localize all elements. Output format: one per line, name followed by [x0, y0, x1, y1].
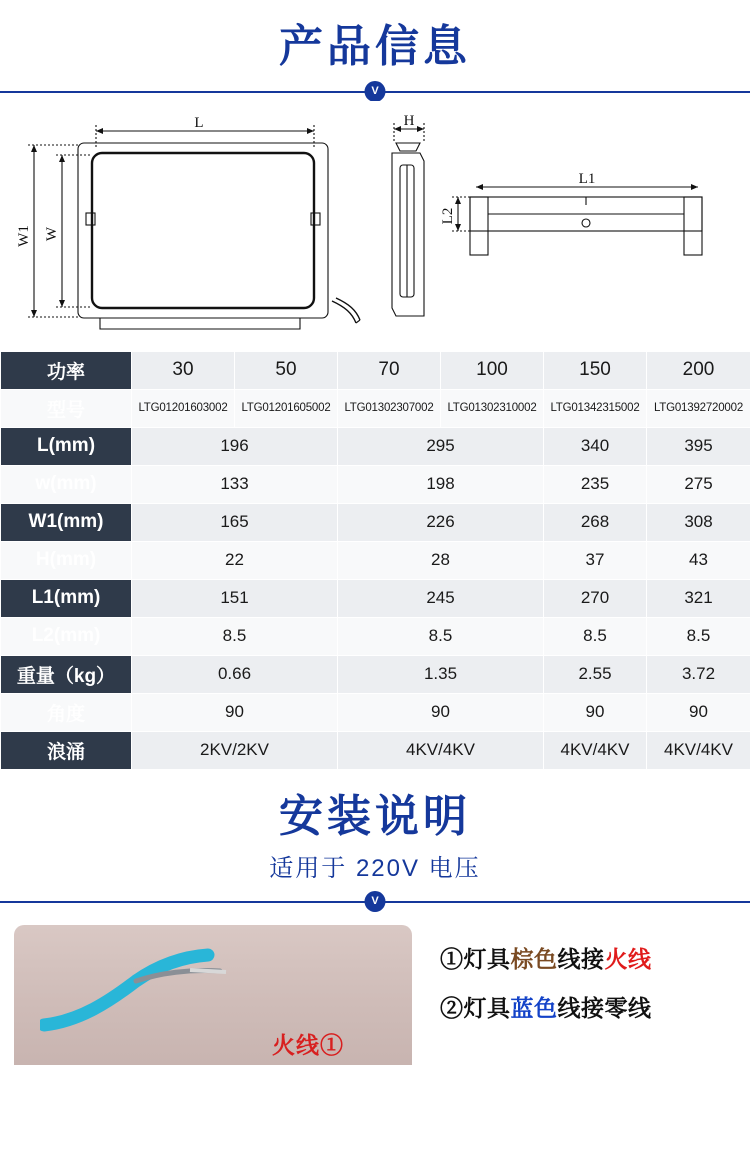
table-cell: 275	[647, 465, 750, 503]
table-cell: 150	[544, 351, 647, 389]
table-cell: 43	[647, 541, 750, 579]
table-cell: LTG01392720002	[647, 389, 750, 427]
table-cell: 90	[338, 693, 544, 731]
table-cell: 8.5	[647, 617, 750, 655]
table-cell: 235	[544, 465, 647, 503]
table-cell: 100	[441, 351, 544, 389]
page-title: 产品信息	[279, 22, 471, 71]
table-row-header: 型号	[1, 389, 132, 427]
note-segment: 火线	[604, 946, 652, 973]
table-row	[1, 427, 750, 465]
table-cell: 198	[338, 465, 544, 503]
table-row	[1, 541, 750, 579]
table-cell: LTG01302310002	[441, 389, 544, 427]
table-row-header: 重量（kg）	[1, 655, 132, 693]
table-row-header: L2(mm)	[1, 617, 132, 655]
table-cell: 133	[132, 465, 338, 503]
spec-table-wrap	[0, 351, 750, 770]
table-row-header: L(mm)	[1, 427, 132, 465]
wiring-note-1	[440, 941, 740, 974]
divider-product-info	[0, 81, 750, 101]
table-cell: 151	[132, 579, 338, 617]
table-cell: 8.5	[132, 617, 338, 655]
table-cell: LTG01302307002	[338, 389, 441, 427]
dim-label-W1: W1	[16, 224, 32, 247]
table-cell: 37	[544, 541, 647, 579]
note-segment: 蓝色	[510, 995, 558, 1022]
table-row	[1, 731, 750, 769]
table-row-header: 角度	[1, 693, 132, 731]
table-cell: 8.5	[544, 617, 647, 655]
table-cell: 30	[132, 351, 235, 389]
table-row-header: 浪涌	[1, 731, 132, 769]
product-info-header	[0, 0, 750, 101]
table-cell: 90	[544, 693, 647, 731]
table-cell: 4KV/4KV	[338, 731, 544, 769]
table-cell: LTG01201603002	[132, 389, 235, 427]
wiring-photo	[14, 925, 412, 1065]
table-cell: 268	[544, 503, 647, 541]
table-row-header: w(mm)	[1, 465, 132, 503]
table-row	[1, 617, 750, 655]
table-cell: 200	[647, 351, 750, 389]
table-cell: 3.72	[647, 655, 750, 693]
table-row	[1, 465, 750, 503]
divider-badge: V	[365, 81, 386, 102]
note-segment: 零线	[604, 995, 652, 1022]
table-cell: 196	[132, 427, 338, 465]
table-cell: 295	[338, 427, 544, 465]
table-cell: 0.66	[132, 655, 338, 693]
install-subtitle: 适用于 220V 电压	[269, 855, 481, 883]
install-header	[0, 770, 750, 912]
table-cell: 245	[338, 579, 544, 617]
table-cell: 2.55	[544, 655, 647, 693]
table-row	[1, 693, 750, 731]
table-cell: LTG01201605002	[235, 389, 338, 427]
table-row	[1, 389, 750, 427]
table-cell: 4KV/4KV	[647, 731, 750, 769]
table-cell: 308	[647, 503, 750, 541]
dim-label-H: H	[403, 112, 415, 129]
dim-label-L1: L1	[578, 170, 596, 187]
wiring-note-2	[440, 990, 740, 1023]
table-cell: 395	[647, 427, 750, 465]
table-row	[1, 503, 750, 541]
table-row-header: 功率	[1, 351, 132, 389]
table-cell: 28	[338, 541, 544, 579]
table-cell: 270	[544, 579, 647, 617]
table-row	[1, 655, 750, 693]
table-cell: 2KV/2KV	[132, 731, 338, 769]
wiring-section	[0, 925, 750, 1065]
note-segment: 棕色	[510, 946, 558, 973]
table-row-header: H(mm)	[1, 541, 132, 579]
table-cell: 165	[132, 503, 338, 541]
table-row	[1, 579, 750, 617]
table-cell: 50	[235, 351, 338, 389]
spec-table	[0, 351, 750, 770]
note-segment: 线接	[557, 946, 605, 973]
table-cell: 90	[647, 693, 750, 731]
table-row	[1, 351, 750, 389]
table-row-header: L1(mm)	[1, 579, 132, 617]
wiring-notes	[440, 941, 740, 1039]
technical-drawing	[0, 101, 750, 351]
photo-caption: 火线①	[272, 1032, 344, 1059]
note-segment: 线接	[557, 995, 605, 1022]
table-cell: 90	[132, 693, 338, 731]
table-cell: 4KV/4KV	[544, 731, 647, 769]
note-segment: ①灯具	[440, 946, 511, 973]
table-cell: 22	[132, 541, 338, 579]
table-cell: 340	[544, 427, 647, 465]
table-cell: 8.5	[338, 617, 544, 655]
table-cell: LTG01342315002	[544, 389, 647, 427]
divider-badge: V	[365, 891, 386, 912]
table-cell: 70	[338, 351, 441, 389]
table-cell: 226	[338, 503, 544, 541]
table-row-header: W1(mm)	[1, 503, 132, 541]
table-cell: 1.35	[338, 655, 544, 693]
dim-label-W: W	[44, 226, 60, 241]
install-title: 安装说明	[279, 791, 471, 841]
dim-label-L: L	[194, 114, 204, 131]
note-segment: ②灯具	[440, 995, 511, 1022]
dim-label-L2: L2	[440, 207, 456, 224]
divider-install	[0, 891, 750, 911]
table-cell: 321	[647, 579, 750, 617]
